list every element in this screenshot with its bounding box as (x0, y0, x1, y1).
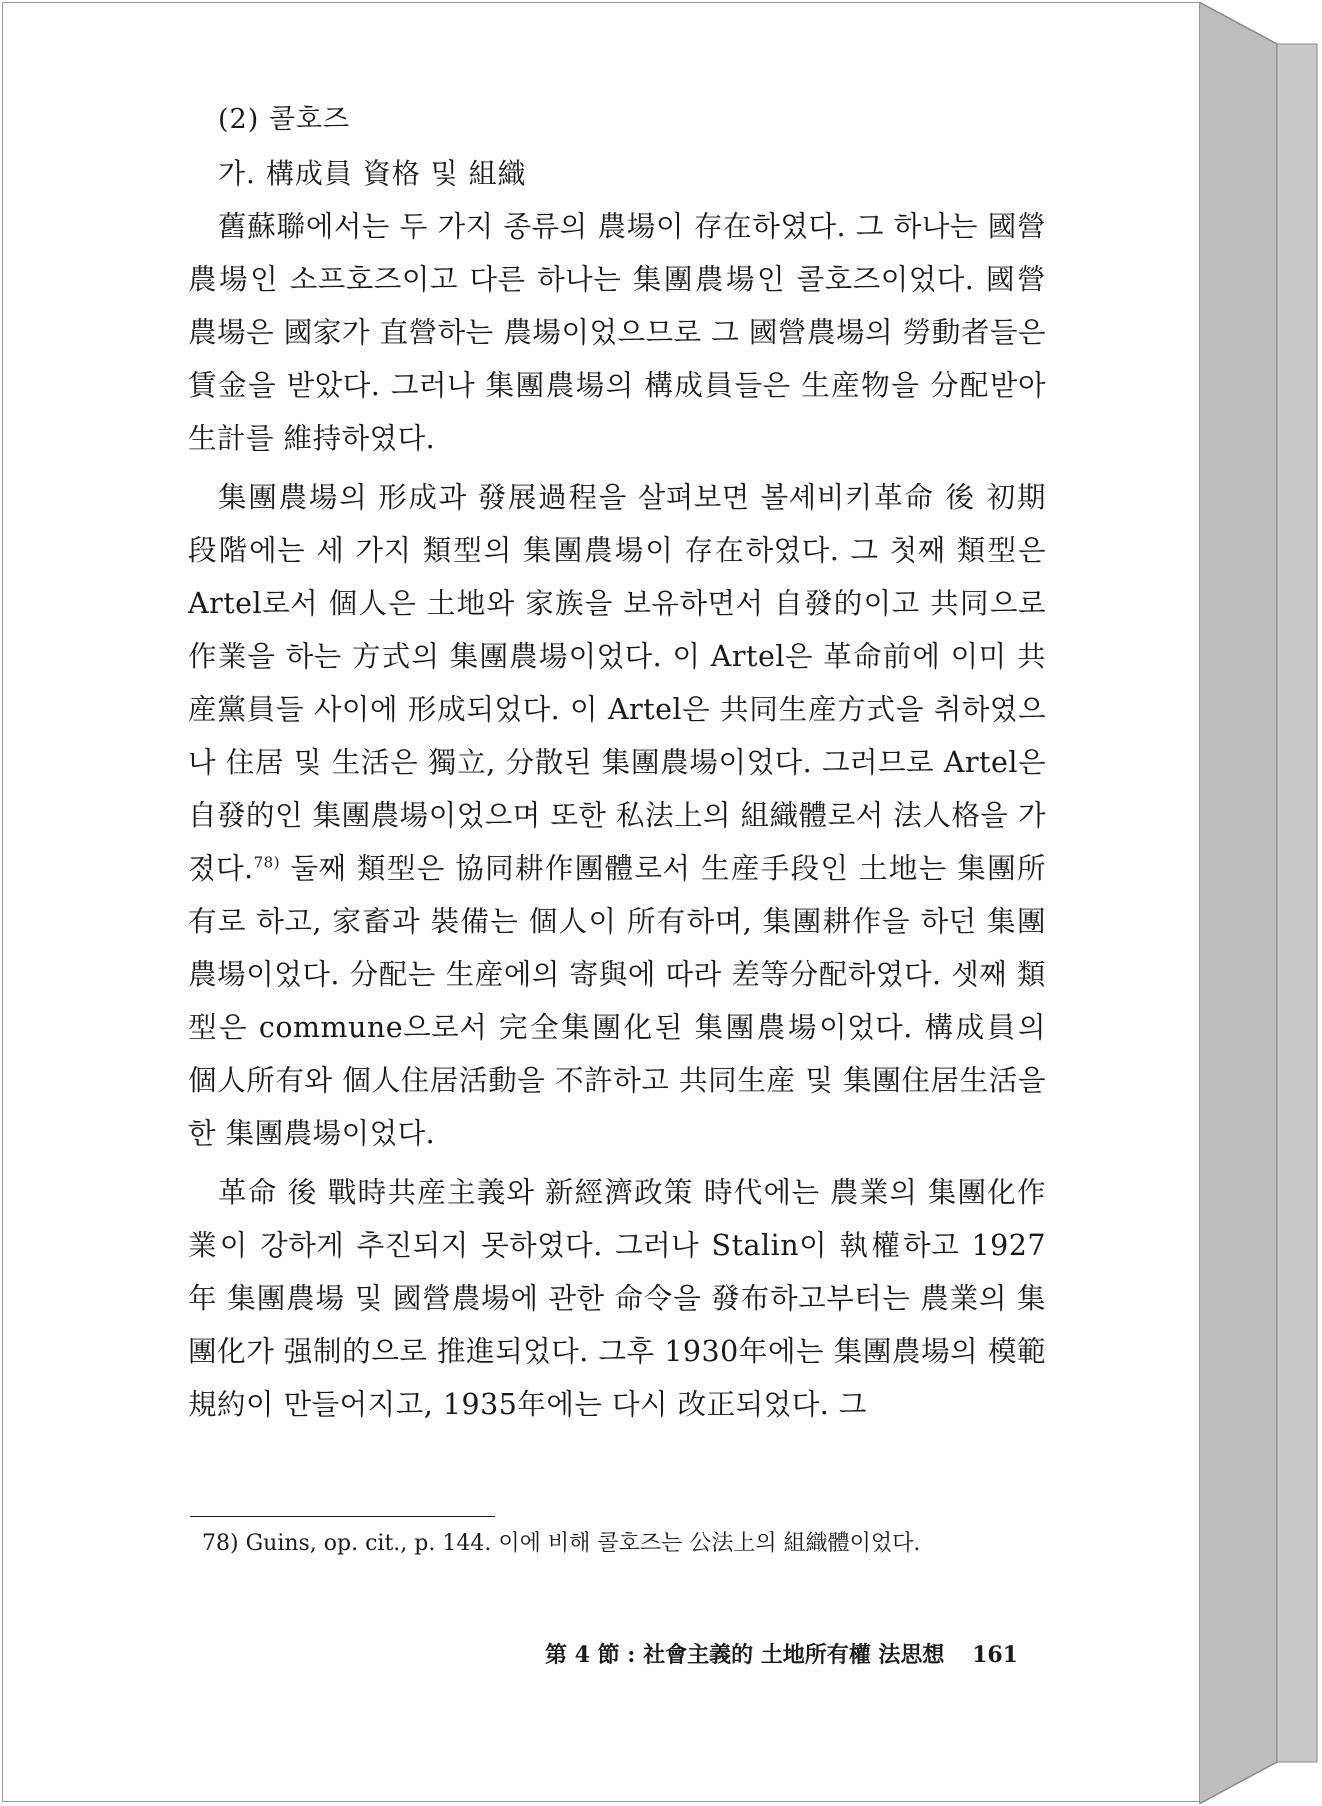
paragraph-2 (188, 471, 1046, 1160)
footnote: 78) Guins, op. cit., p. 144. 이에 비해 콜호즈는 公法上의 組織體이었다. (202, 1531, 921, 1556)
book-edge (1199, 2, 1320, 1804)
page-number: 161 (972, 1642, 1018, 1668)
paragraph-3: 革命 後 戰時共産主義와 新經濟政策 時代에는 農業의 集團化作業이 강하게 추진되지 못하였다. 그러나 Stalin이 執權하고 1927年 集團農場 및 國營農場에 관한 命令을 發布하고부터는 農業의 集團化가 强制的으로 推進되었다. 그후 1930年에는 集團農場의 模範規約이 만들어지고, 1935年에는 다시 改正되었다. 그 (188, 1176, 1046, 1421)
footnote-reference: 78) (253, 853, 281, 872)
page-body (188, 100, 1046, 1431)
footer-section-title: 第 4 節 : 社會主義的 土地所有權 法思想 (545, 1642, 945, 1668)
footnote-separator (190, 1516, 495, 1517)
paragraph-2-text-b: 둘째 類型은 協同耕作團體로서 生産手段인 土地는 集團所有로 하고, 家畜과 裝備는 個人이 所有하며, 集團耕作을 하던 集團農場이었다. 分配는 生産에의 寄與에 따라 差等分配하였다. 셋째 類型은 commune으로서 完全集團化된 集團農場이었다. 構成員의 個人所有와 個人住居活動을 不許하고 共同生産 및 集團住居生活을 한 集團農場이었다. (188, 852, 1046, 1150)
running-footer (545, 1640, 1018, 1670)
section-heading: (2) 콜호즈 (218, 104, 351, 135)
paragraph-1: 舊蘇聯에서는 두 가지 종류의 農場이 存在하였다. 그 하나는 國營農場인 소프호즈이고 다른 하나는 集團農場인 콜호즈이었다. 國營農場은 國家가 直營하는 農場이었으므로 그 國營農場의 勞動者들은 賃金을 받았다. 그러나 集團農場의 構成員들은 生産物을 分配받아 生計를 維持하였다. (188, 210, 1046, 455)
paragraph-2-text-a: 集團農場의 形成과 發展過程을 살펴보면 볼셰비키革命 後 初期段階에는 세 가지 類型의 集團農場이 存在하였다. 그 첫째 類型은 Artel로서 個人은 土地와 家族을 보유하면서 自發的이고 共同으로 作業을 하는 方式의 集團農場이었다. 이 Artel은 革命前에 이미 共産黨員들 사이에 形成되었다. 이 Artel은 共同生産方式을 취하였으나 住居 및 生活은 獨立, 分散된 集團農場이었다. 그러므로 Artel은 自發的인 集團農場이었으며 또한 私法上의 組織體로서 法人格을 가졌다. (188, 481, 1046, 885)
sub-heading: 가. 構成員 資格 및 組織 (218, 157, 527, 190)
